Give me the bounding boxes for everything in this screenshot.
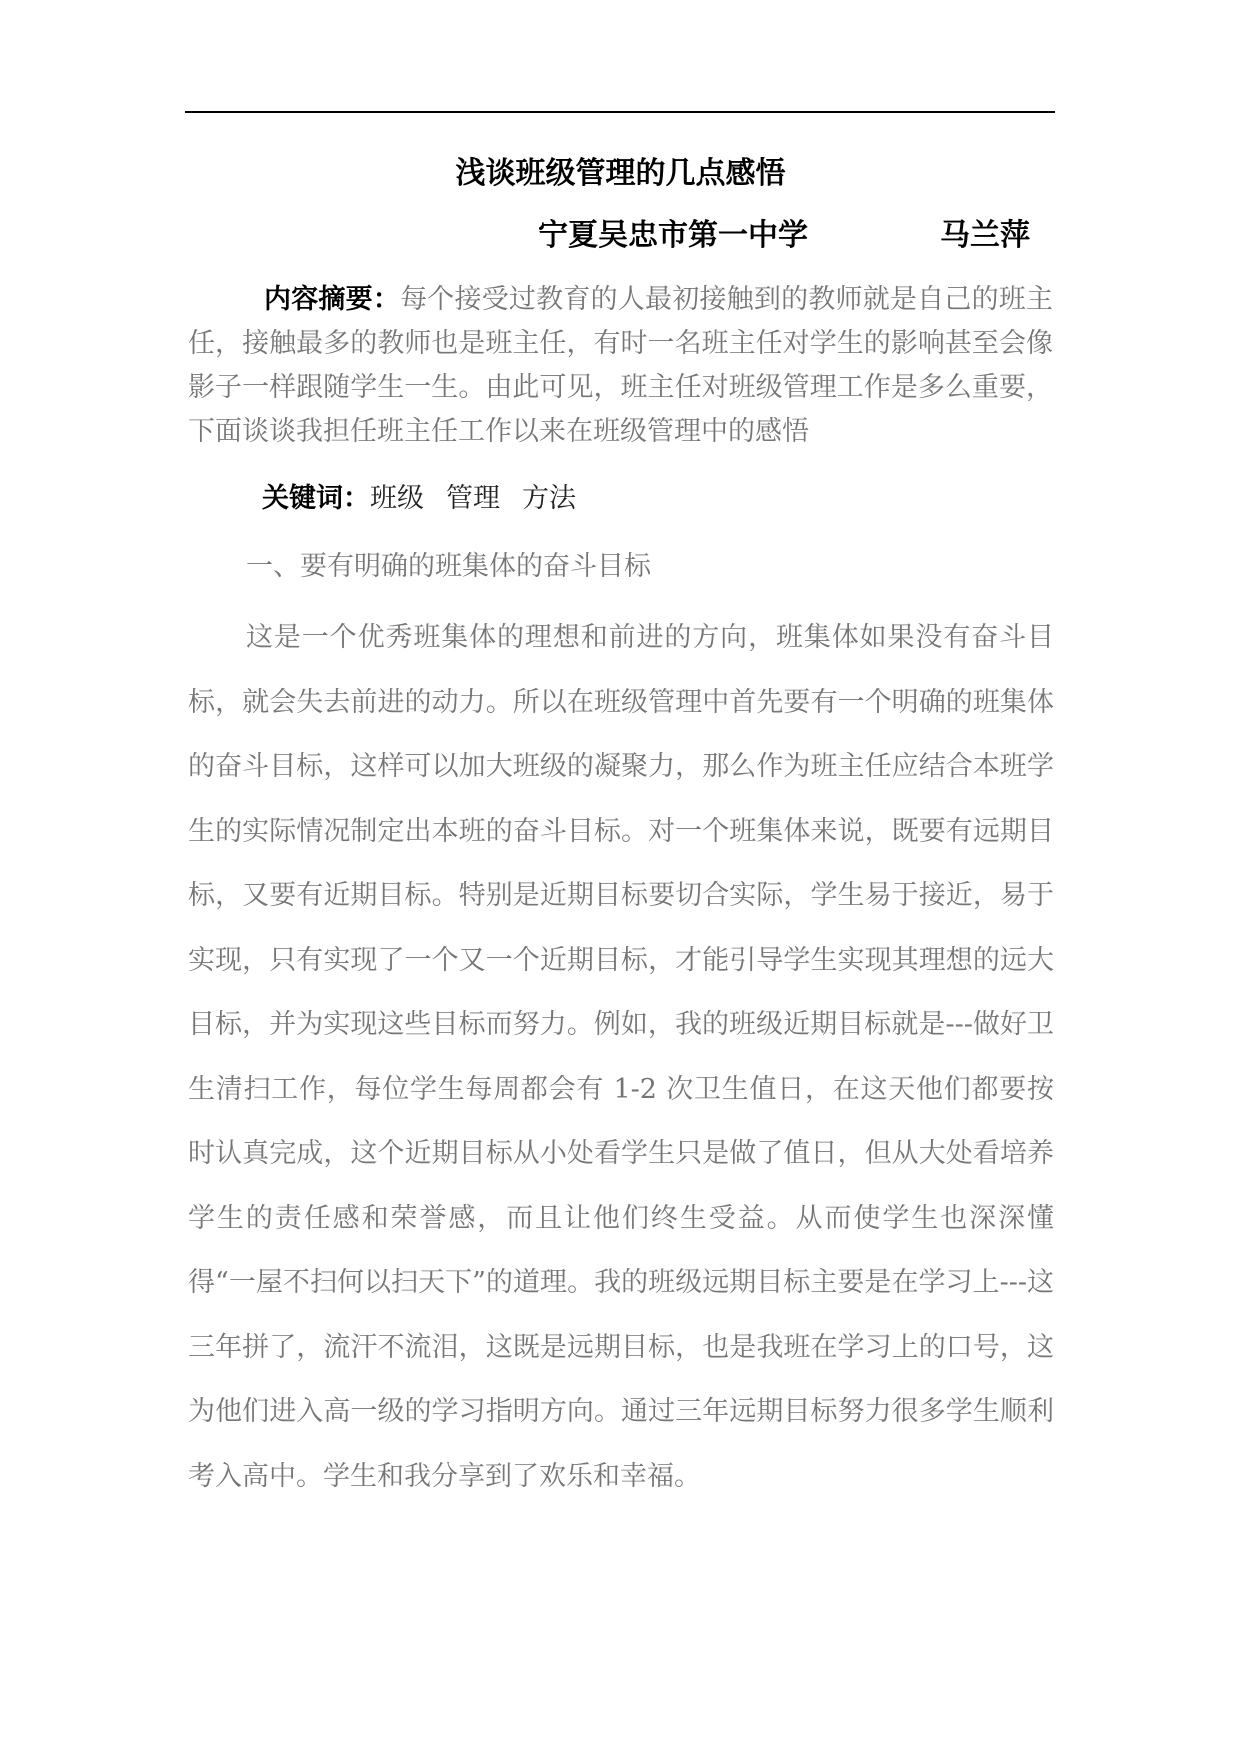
section-body-paragraph: 这是一个优秀班集体的理想和前进的方向，班集体如果没有奋斗目标，就会失去前进的动力。所以在班级管理中首先要有一个明确的班集体的奋斗目标，这样可以加大班级的凝聚力，那么作为班主任应结合本班学生的实际情况制定出本班的奋斗目标。对一个班集体来说，既要有远期目标，又要有近期目标。特别是近期目标要切合实际，学生易于接近，易于实现，只有实现了一个又一个近期目标，才能引导学生实现其理想的远大目标，并为实现这些目标而努力。例如，我的班级近期目标就是---做好卫生清扫工作，每位学生每周都会有 1-2 次卫生值日，在这天他们都要按时认真完成，这个近期目标从小处看学生只是做了值日，但从大处看培养学生的责任感和荣誉感，而且让他们终生受益。从而使学生也深深懂得“一屋不扫何以扫天下”的道理。我的班级远期目标主要是在学习上---这三年拼了，流汗不流泪，这既是远期目标，也是我班在学习上的口号，这为他们进入高一级的学习指明方向。通过三年远期目标努力很多学生顺利考入高中。学生和我分享到了欢乐和幸福。 xyxy=(188,622,1054,1492)
keyword-item: 管理 xyxy=(446,483,500,514)
document-title: 浅谈班级管理的几点感悟 xyxy=(455,156,786,191)
keyword-item: 方法 xyxy=(522,483,576,514)
author-name: 马兰萍 xyxy=(940,218,1030,253)
header-rule xyxy=(185,111,1055,113)
abstract-text: 每个接受过教育的人最初接触到的教师就是自己的班主任，接触最多的教师也是班主任，有时一名班主任对学生的影响甚至会像影子一样跟随学生一生。由此可见，班主任对班级管理工作是多么重要，下面谈谈我担任班主任工作以来在班级管理中的感悟 xyxy=(188,284,1054,447)
abstract-paragraph xyxy=(188,278,1053,454)
keywords-line xyxy=(262,477,598,521)
author-school: 宁夏吴忠市第一中学 xyxy=(538,218,808,253)
section-heading: 一、要有明确的班集体的奋斗目标 xyxy=(246,551,651,582)
keywords-label: 关键词： xyxy=(262,483,370,514)
keyword-item: 班级 xyxy=(370,483,424,514)
abstract-label: 内容摘要： xyxy=(264,284,401,315)
